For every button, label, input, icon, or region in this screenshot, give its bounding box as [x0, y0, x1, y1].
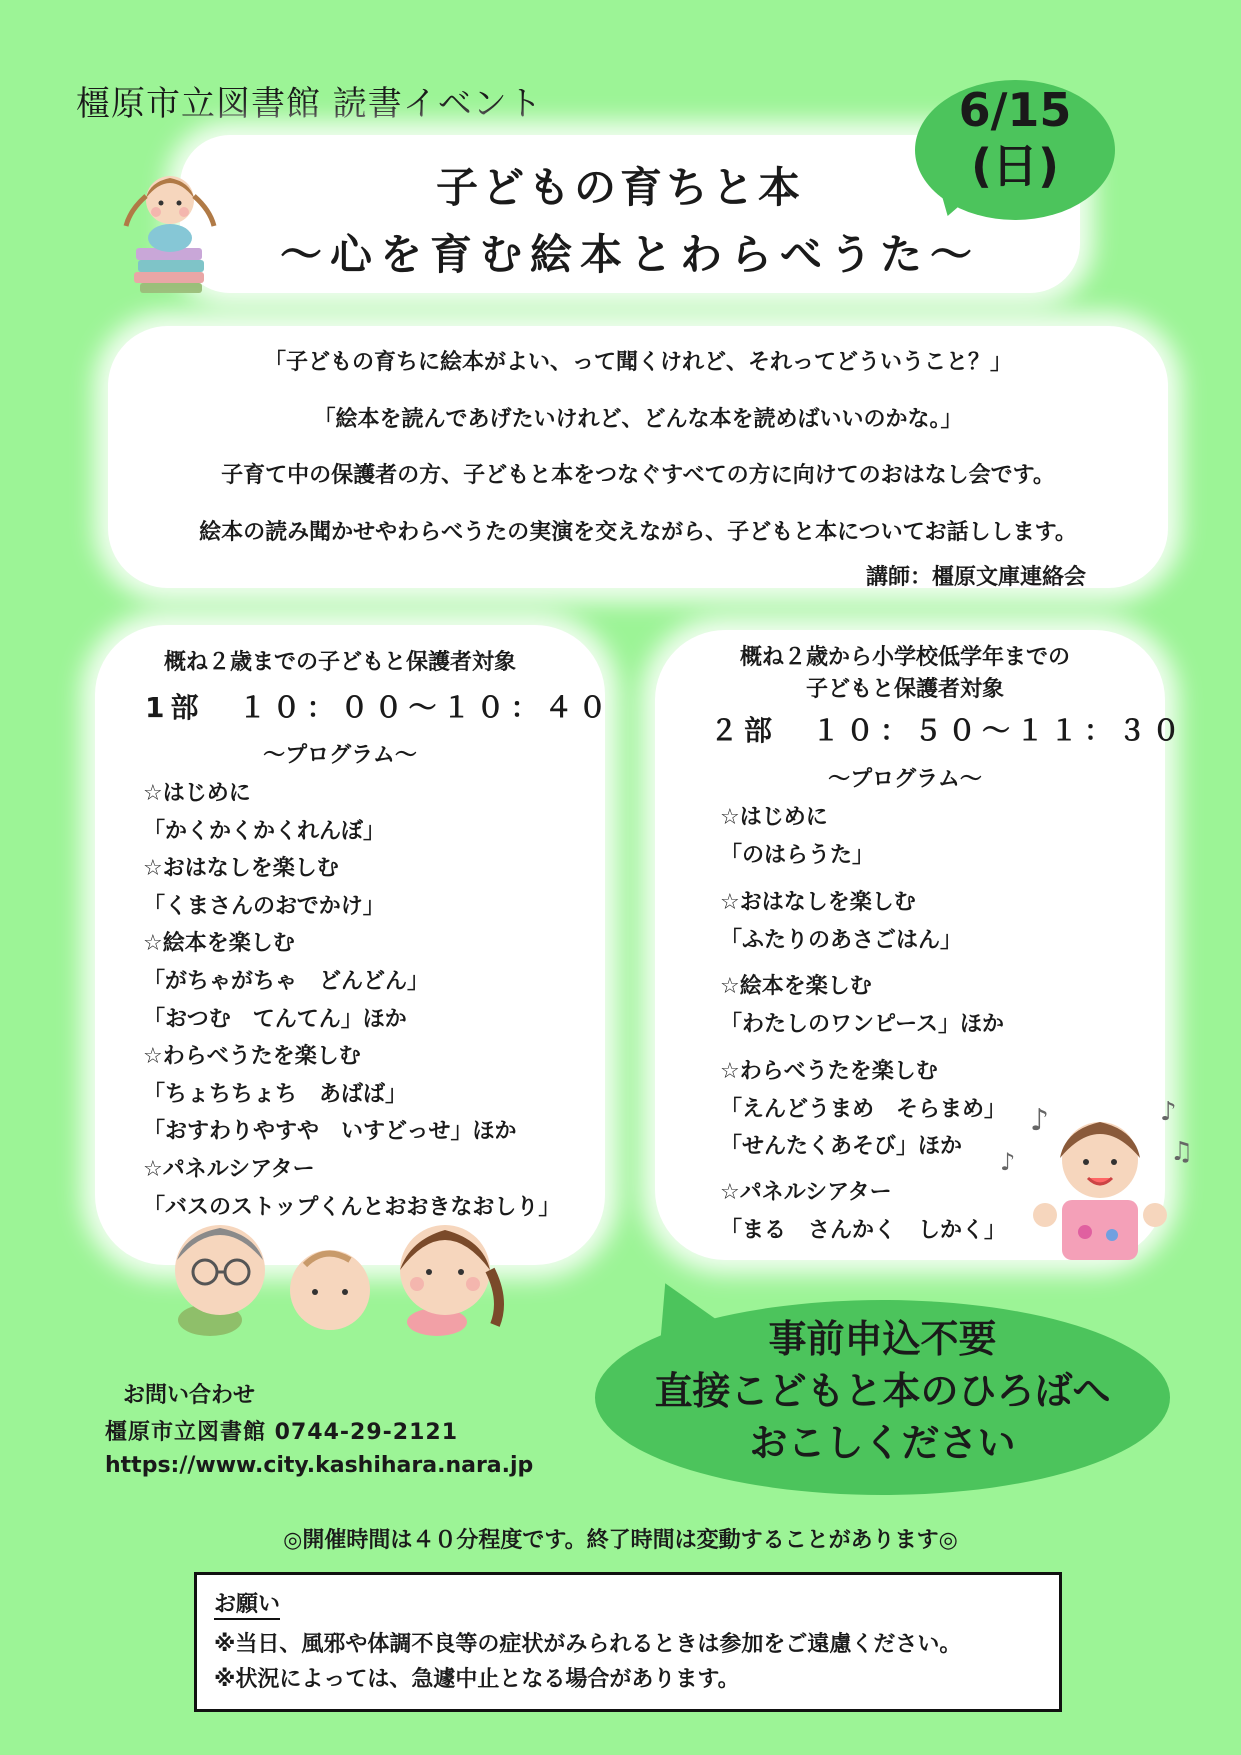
- lecturer: 講師：橿原文庫連絡会: [865, 565, 1086, 590]
- program-item: ☆はじめに: [720, 805, 828, 830]
- singing-woman-illustration: [1000, 1100, 1200, 1260]
- program-item: 「バスのストップくんとおおきなおしり」: [143, 1194, 561, 1220]
- program-item: ☆おはなしを楽しむ: [720, 890, 916, 915]
- session1-program-heading: 〜プログラム〜: [263, 743, 417, 768]
- contact-url[interactable]: https://www.city.kashihara.nara.jp: [105, 1453, 534, 1478]
- program-item: ☆わらべうたを楽しむ: [143, 1044, 361, 1070]
- event-title: 子どもの育ちと本: [435, 163, 804, 212]
- contact-phone: 橿原市立図書館 0744-29-2121: [105, 1420, 458, 1445]
- request-title: お願い: [214, 1587, 280, 1620]
- duration-note: ◎開催時間は４０分程度です。終了時間は変動することがあります◎: [283, 1528, 958, 1553]
- session2-program-heading: 〜プログラム〜: [828, 767, 982, 792]
- music-note-icon: ♪: [1030, 1103, 1050, 1138]
- intro-line: 「絵本を読んであげたいけれど、どんな本を読めばいいのかな。」: [313, 407, 963, 432]
- contact-heading: お問い合わせ: [123, 1383, 256, 1408]
- program-item: ☆わらべうたを楽しむ: [720, 1059, 938, 1084]
- program-item: ☆絵本を楽しむ: [143, 931, 295, 957]
- program-item: 「せんたくあそび」ほか: [720, 1134, 963, 1159]
- event-date: [915, 82, 1115, 194]
- program-item: 「えんどうまめ そらまめ」: [720, 1097, 1007, 1122]
- session1-program-list: [143, 776, 560, 1227]
- program-item: 「おつむ てんてん」ほか: [143, 1006, 407, 1032]
- session2-time: ２部 １０：５０〜１１：３０: [710, 714, 1187, 747]
- program-item: 「がちゃがちゃ どんどん」: [143, 968, 430, 994]
- session2-target-line2: 子どもと保護者対象: [805, 677, 1004, 702]
- program-item: 「ちょちちょち あばば」: [143, 1081, 408, 1107]
- organization-header: 橿原市立図書館 読書イベント: [76, 84, 543, 124]
- callout-line: おこしください: [749, 1421, 1016, 1465]
- request-line: ※状況によっては、急遽中止となる場合があります。: [214, 1667, 740, 1692]
- program-item: ☆おはなしを楽しむ: [143, 856, 339, 882]
- program-item: ☆パネルシアター: [143, 1156, 315, 1182]
- program-item: 「くまさんのおでかけ」: [143, 893, 385, 919]
- event-date-weekday: (日): [970, 139, 1060, 193]
- request-line: ※当日、風邪や体調不良等の症状がみられるときは参加をご遠慮ください。: [214, 1632, 962, 1657]
- program-item: ☆絵本を楽しむ: [720, 974, 872, 999]
- music-note-icon: ♪: [1160, 1100, 1177, 1127]
- program-item: 「わたしのワンピース」ほか: [720, 1012, 1005, 1037]
- session1-target: 概ね２歳までの子どもと保護者対象: [163, 650, 516, 675]
- callout-line: 事前申込不要: [768, 1317, 997, 1361]
- program-item: 「のはらうた」: [720, 843, 875, 868]
- event-date-day: 6/15: [958, 83, 1072, 137]
- callout-line: 直接こどもと本のひろばへ: [654, 1369, 1111, 1413]
- program-item: 「おすわりやすや いすどっせ」ほか: [143, 1119, 517, 1145]
- session1-time: 1部 １０：００〜１０：４０: [145, 691, 613, 724]
- music-note-icon: ♫: [1170, 1137, 1194, 1167]
- family-faces-illustration: [165, 1210, 525, 1340]
- intro-line: 絵本の読み聞かせやわらべうたの実演を交えながら、子どもと本についてお話しします。: [199, 520, 1077, 545]
- intro-line: 子育て中の保護者の方、子どもと本をつなぐすべての方に向けてのおはなし会です。: [221, 463, 1055, 488]
- program-item: 「まる さんかく しかく」: [720, 1218, 1007, 1243]
- callout-text: [595, 1313, 1170, 1469]
- music-note-icon: ♪: [1000, 1148, 1016, 1176]
- girl-on-books-illustration: [120, 160, 220, 295]
- program-item: ☆はじめに: [143, 781, 251, 806]
- session2-target-line1: 概ね２歳から小学校低学年までの: [739, 645, 1070, 670]
- event-subtitle: 〜心を育む絵本とわらべうた〜: [279, 230, 980, 279]
- program-item: 「ふたりのあさごはん」: [720, 928, 963, 953]
- program-item: ☆パネルシアター: [720, 1180, 892, 1205]
- program-item: 「かくかくかくれんぼ」: [143, 818, 386, 844]
- intro-line: 「子どもの育ちに絵本がよい、って聞くけれど、それってどういうこと？」: [263, 350, 1012, 375]
